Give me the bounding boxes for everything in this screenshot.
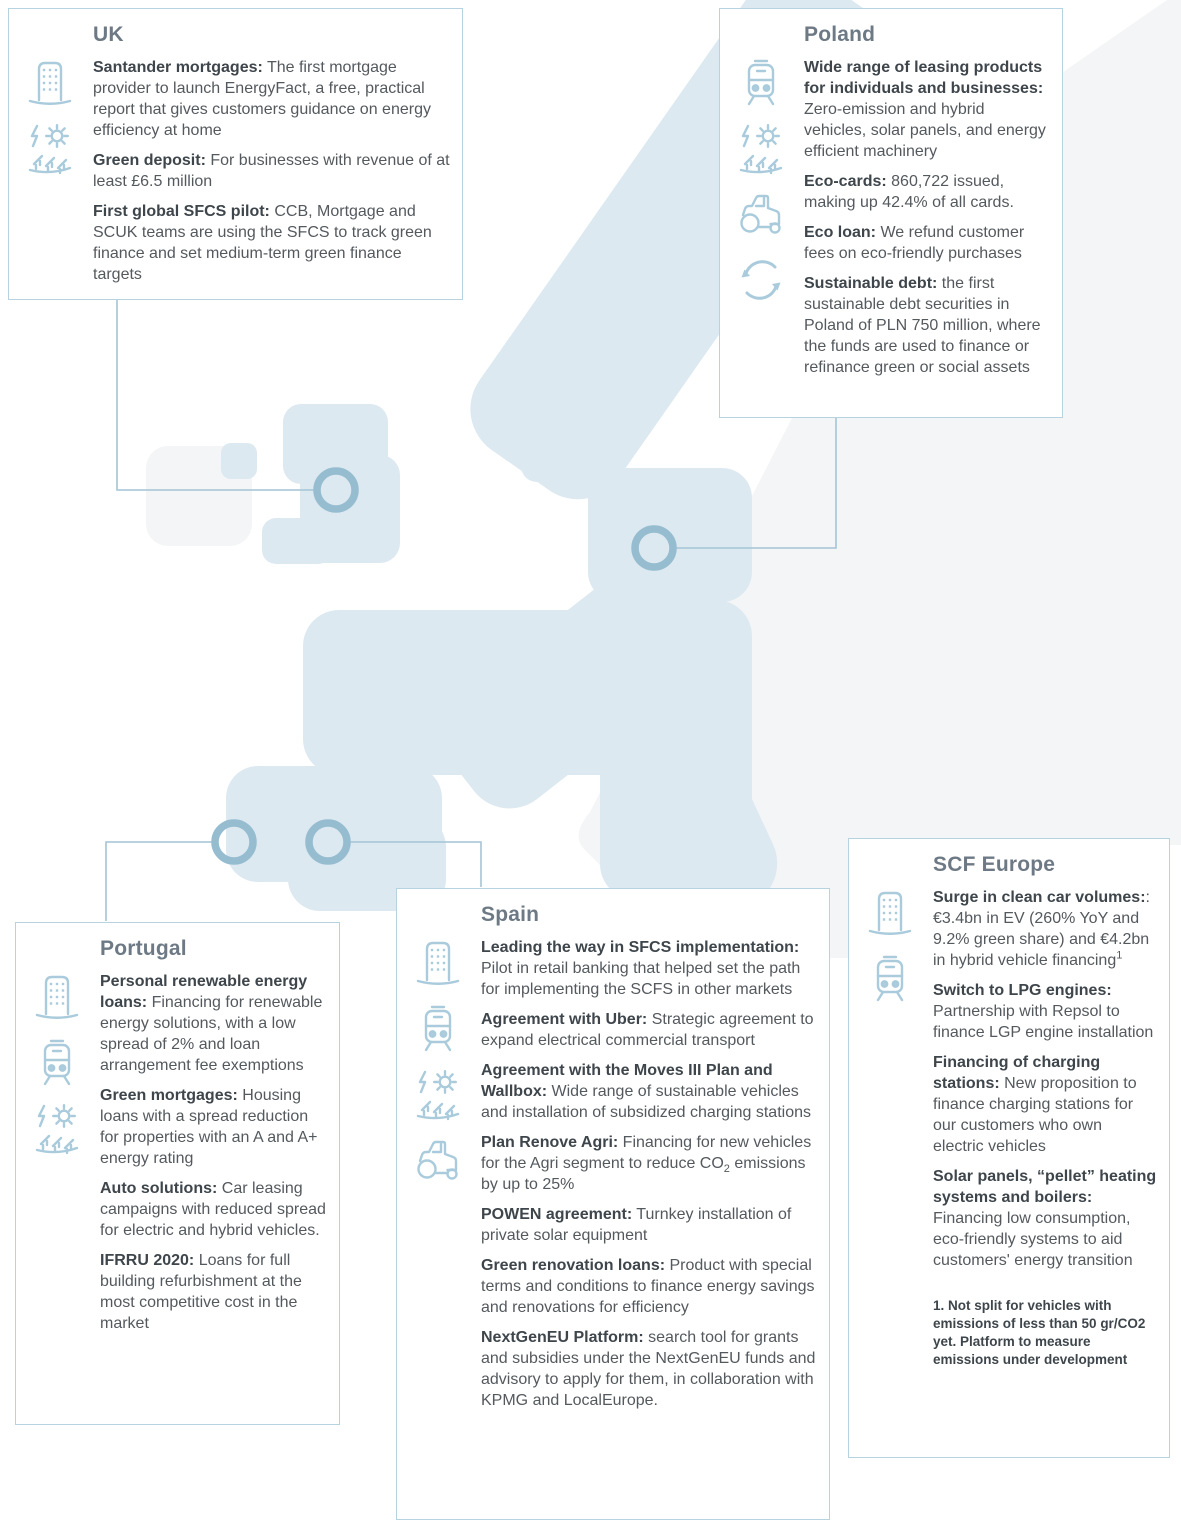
item-lead: Financing of charging stations: <box>933 1054 1101 1092</box>
portugal-connector-line <box>106 842 214 921</box>
item-lead: Leading the way in SFCS implementation: <box>481 939 800 956</box>
item-lead: NextGenEU Platform: <box>481 1329 644 1346</box>
spain-icon-column <box>397 889 479 1519</box>
item-lead: POWEN agreement: <box>481 1206 633 1223</box>
country-title-uk: UK <box>93 23 124 46</box>
item-lead: Eco loan: <box>804 224 877 241</box>
scf-items <box>933 887 1157 1271</box>
poland-callout-box <box>719 8 1063 418</box>
info-item: Eco-cards: 860,722 issued, making up 42.4% of all cards. <box>804 173 1014 211</box>
item-lead: Wide range of leasing products for individuals and businesses: <box>804 59 1044 97</box>
building-icon <box>411 935 465 989</box>
denmark-shape <box>521 420 605 482</box>
item-lead: Santander mortgages: <box>93 59 263 76</box>
info-item: Personal renewable energy loans: Financing for renewable energy solutions, with a low spread of 2% and loan arrangement fee exemptions <box>100 973 323 1074</box>
info-item: POWEN agreement: Turnkey installation of private solar equipment <box>481 1206 792 1244</box>
info-item: Plan Renove Agri: Financing for new vehicles for the Agri segment to reduce $CO_2$ emissions by up to 25% <box>481 1134 812 1193</box>
country-title-poland: Poland <box>804 23 876 46</box>
info-item: Solar panels, “pellet” heating systems and boilers: Financing low consumption, eco-friendly systems to aid customers' energy transition <box>933 1168 1157 1269</box>
item-lead: Auto solutions: <box>100 1180 218 1197</box>
info-item: Green renovation loans: Product with special terms and conditions to finance energy savings and renovations for efficiency <box>481 1257 815 1316</box>
tractor-icon <box>734 187 788 241</box>
poland-items <box>804 57 1050 378</box>
building-icon <box>863 885 917 939</box>
info-item: Agreement with the Moves III Plan and Wallbox: Wide range of sustainable vehicles and installation of subsidized charging stations <box>481 1062 811 1121</box>
item-lead: Green mortgages: <box>100 1087 238 1104</box>
info-item: Santander mortgages: The first mortgage provider to launch EnergyFact, a free, practical report that gives customers guidance on energy efficiency at home <box>93 59 431 139</box>
tractor-icon <box>411 1133 465 1187</box>
item-lead: Plan Renove Agri: <box>481 1134 619 1151</box>
info-item: Sustainable debt: the first sustainable debt securities in Poland of PLN 750 million, where the funds are used to finance or refinance green or social assets <box>804 275 1041 376</box>
building-icon <box>30 969 84 1023</box>
uk-items <box>93 57 450 285</box>
item-lead: Agreement with Uber: <box>481 1011 648 1028</box>
portugal-icon-column <box>16 923 98 1424</box>
building-icon <box>23 55 77 109</box>
info-item: Green deposit: For businesses with revenue of at least £6.5 million <box>93 152 450 190</box>
item-lead: Personal renewable energy loans: <box>100 973 308 1011</box>
train-icon <box>734 55 788 109</box>
item-lead: Green renovation loans: <box>481 1257 666 1274</box>
portugal-items <box>100 971 327 1334</box>
renewable-energy-icon <box>23 121 77 175</box>
country-title-scf-europe: SCF Europe <box>933 853 1056 876</box>
item-lead: Switch to LPG engines: <box>933 982 1112 999</box>
info-item: NextGenEU Platform: search tool for grants and subsidies under the NextGenEU funds and advisory to apply for them, in collaboration with KPMG and LocalEurope. <box>481 1329 816 1409</box>
item-lead: Eco-cards: <box>804 173 887 190</box>
info-item: Surge in clean car volumes:: €3.4bn in EV (260% YoY and 9.2% green share) and €4.2bn in hybrid vehicle financing$^1$ <box>933 889 1150 969</box>
item-lead: Sustainable debt: <box>804 275 938 292</box>
country-title-portugal: Portugal <box>100 937 187 960</box>
uk-icon-column <box>9 9 91 299</box>
train-icon <box>863 951 917 1005</box>
renewable-energy-icon <box>411 1067 465 1121</box>
renewable-energy-icon <box>734 121 788 175</box>
info-item: Switch to LPG engines: Partnership with Repsol to finance LGP engine installation <box>933 982 1154 1041</box>
item-lead: IFRRU 2020: <box>100 1252 195 1269</box>
info-item: Wide range of leasing products for individuals and businesses: Zero-emission and hybrid vehicles, solar panels, and energy efficient machinery <box>804 59 1046 160</box>
info-item: Financing of charging stations: New proposition to finance charging stations for our customers who own electric vehicles <box>933 1054 1137 1155</box>
item-lead: Agreement with the Moves III Plan and Wallbox: <box>481 1062 773 1100</box>
info-item: Green mortgages: Housing loans with a spread reduction for properties with an A and A+ energy rating <box>100 1087 318 1167</box>
item-lead: Surge in clean car volumes: <box>933 889 1146 906</box>
info-item: Agreement with Uber: Strategic agreement to expand electrical commercial transport <box>481 1011 814 1049</box>
poland-icon-column <box>720 9 802 417</box>
info-item: Auto solutions: Car leasing campaigns with reduced spread for electric and hybrid vehicles. <box>100 1180 326 1239</box>
info-item: IFRRU 2020: Loans for full building refurbishment at the most competitive cost in the market <box>100 1252 302 1332</box>
item-lead: Green deposit: <box>93 152 206 169</box>
item-lead: Solar panels, “pellet” heating systems and boilers: <box>933 1168 1157 1206</box>
train-icon <box>411 1001 465 1055</box>
scf-europe-callout-box <box>848 838 1170 1458</box>
recycle-icon <box>734 253 788 307</box>
spain-callout-box <box>396 888 830 1520</box>
info-item: Leading the way in SFCS implementation: Pilot in retail banking that helped set the path for implementing the SCFS in other markets <box>481 939 801 998</box>
item-lead: First global SFCS pilot: <box>93 203 270 220</box>
renewable-energy-icon <box>30 1101 84 1155</box>
portugal-callout-box <box>15 922 340 1425</box>
info-item: First global SFCS pilot: CCB, Mortgage and SCUK teams are using the SFCS to track green finance and set medium-term green finance targets <box>93 203 432 283</box>
scf-icon-column <box>849 839 931 1457</box>
scf-footnote: 1. Not split for vehicles with emissions of less than 50 gr/CO2 yet. Platform to measure emissions under development <box>933 1298 1146 1367</box>
uk-callout-box <box>8 8 463 300</box>
info-item: Eco loan: We refund customer fees on eco-friendly purchases <box>804 224 1025 262</box>
spain-items <box>481 937 817 1411</box>
train-icon <box>30 1035 84 1089</box>
country-title-spain: Spain <box>481 903 540 926</box>
